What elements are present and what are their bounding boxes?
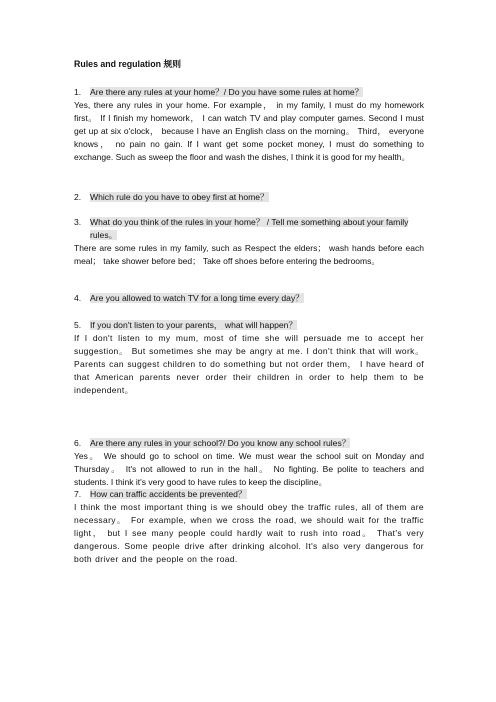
- question-text: Are there any rules in your school?/ Do you know any school rules？: [90, 438, 351, 448]
- question-3: [74, 216, 424, 242]
- question-number: 7.: [74, 489, 82, 499]
- question-text: Are there any rules at your home？/ Do you have some rules at home？: [90, 87, 364, 97]
- answer-3: There are some rules in my family, such as Respect the elders； wash hands before each meal； take shower before bed； Take off shoes before entering the bedrooms。: [74, 243, 424, 266]
- qa-section-7: [74, 488, 424, 566]
- answer-7: I think the most important thing is we should obey the traffic rules, all of them are necessary。 For example, when we cross the road, we should wait for the traffic light， but I see many people could hardly wait to rush into road。 That's very dangerous. Some people drive after drinking alcohol. It's also very dangerous for both driver and the people on the road.: [74, 502, 424, 564]
- question-1: [74, 86, 424, 99]
- question-number: 6.: [74, 438, 82, 448]
- qa-section-3: [74, 216, 424, 268]
- answer-5: If I don't listen to my mum, most of time she will persuade me to accept her suggestion。 But sometimes she may be angry at me. I don't think that will work。 Parents can suggest children to do something but not order them， I have heard of that American parents never order their children in order to help them to be independent。: [74, 333, 424, 395]
- question-number: 3.: [74, 217, 82, 227]
- question-text: Which rule do you have to obey first at home？: [90, 192, 269, 202]
- question-7: [74, 488, 424, 501]
- question-number: 5.: [74, 320, 82, 330]
- document-title: Rules and regulation 规则: [74, 59, 182, 69]
- question-text: Are you allowed to watch TV for a long time every day？: [90, 293, 304, 303]
- qa-section-1: [74, 86, 424, 164]
- answer-1: Yes, there any rules in your home. For example， in my family, I must do my homework first。 If I finish my homework， I can watch TV and play computer games. Second I must get up at six o'clock， because I have an English class on the morning。 Third， everyone knows， no pain no gain. If I want get some pocket money, I must do something to exchange. Such as sweep the floor and wash the dishes, I think it is good for my health。: [74, 100, 424, 162]
- question-number: 4.: [74, 293, 82, 303]
- answer-6: Yes。 We should go to school on time. We must wear the school suit on Monday and Thursday。 It's not allowed to run in the hall。 No fighting. Be polite to teachers and students. I think it's very good to have rules to keep the discipline。: [74, 451, 424, 487]
- question-number: 1.: [74, 87, 82, 97]
- qa-section-2: [74, 191, 424, 204]
- qa-section-5: [74, 319, 424, 397]
- question-2: [74, 191, 424, 204]
- question-number: 2.: [74, 192, 82, 202]
- qa-section-4: [74, 292, 424, 305]
- question-6: [74, 437, 424, 450]
- question-text: What do you think of the rules in your home？ / Tell me something about your family rules。: [90, 217, 409, 240]
- question-text: If you don't listen to your parents， what will happen？: [90, 320, 298, 330]
- question-5: [74, 319, 424, 332]
- qa-section-6: [74, 437, 424, 489]
- question-text: How can traffic accidents be prevented？: [90, 489, 247, 499]
- question-4: [74, 292, 424, 305]
